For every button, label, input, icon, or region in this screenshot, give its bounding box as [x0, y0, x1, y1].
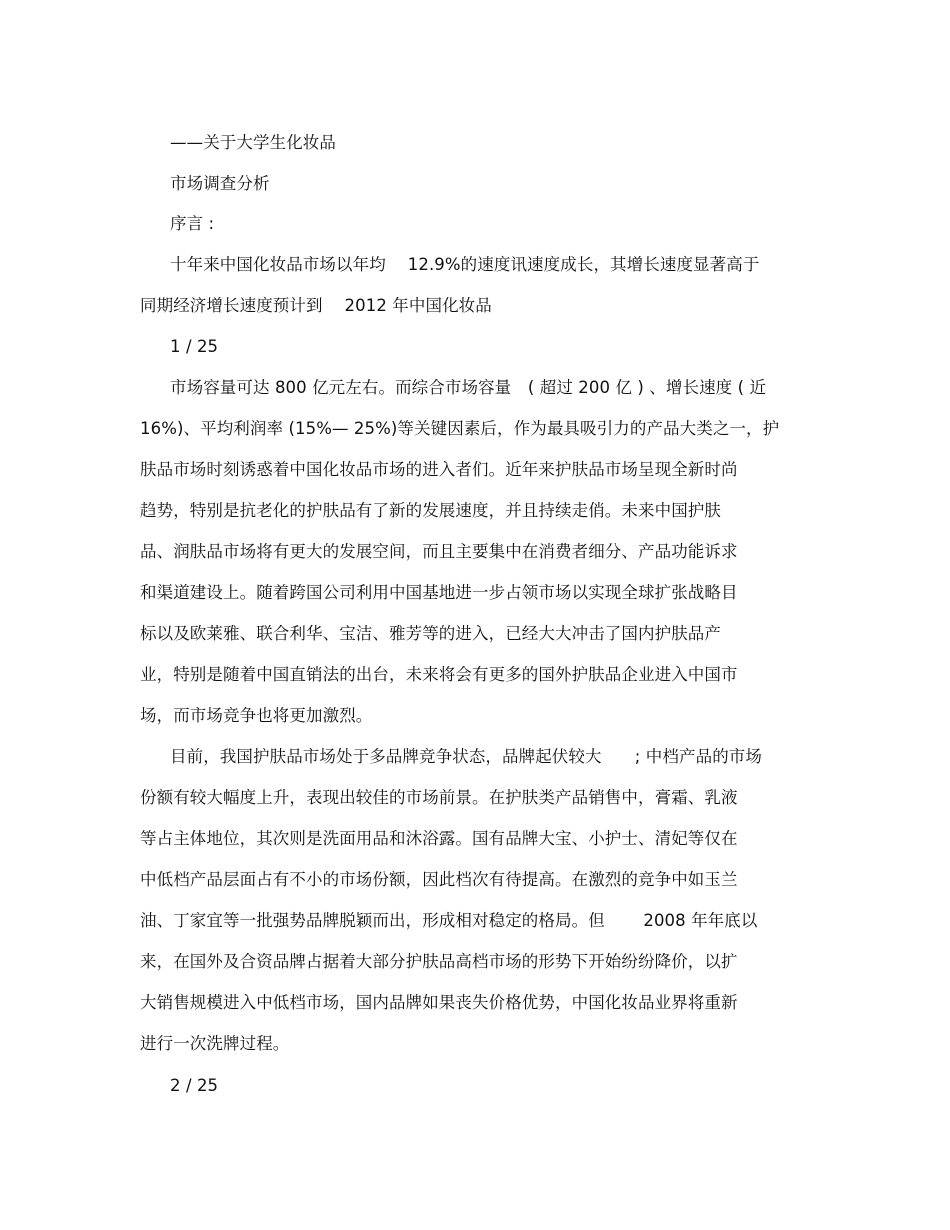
para3-line: 等占主体地位，其次则是洗面用品和沐浴露。国有品牌大宝、小护士、清妃等仅在 [140, 829, 738, 848]
para2-line: 品、润肤品市场将有更大的发展空间，而且主要集中在消费者细分、产品功能诉求 [140, 542, 738, 561]
para3-line: 油、丁家宜等一批强势品牌脱颖而出，形成相对稳定的格局。但 2008 年年底以 [140, 911, 758, 930]
para2-line: 肤品市场时刻诱惑着中国化妆品市场的进入者们。近年来护肤品市场呈现全新时尚 [140, 460, 738, 479]
title-line-2: 市场调查分析 [170, 174, 270, 193]
para3-line: 份额有较大幅度上升，表现出较佳的市场前景。在护肤类产品销售中，膏霜、乳液 [140, 788, 738, 807]
para2-line: 16%)、平均利润率 (15%— 25%)等关键因素后，作为最具吸引力的产品大类之一，护 [140, 419, 780, 438]
para3-line: 来，在国外及合资品牌占据着大部分护肤品高档市场的形势下开始纷纷降价，以扩 [140, 952, 738, 971]
page-marker: 2 / 25 [170, 1076, 219, 1095]
para2-line: 市场容量可达 800 亿元左右。而综合市场容量 ( 超过 200 亿 ) 、增长速度 ( 近 [170, 378, 767, 397]
para3-line: 大销售规模进入中低档市场，国内品牌如果丧失价格优势，中国化妆品业界将重新 [140, 993, 738, 1012]
preface-label: 序言 : [170, 214, 215, 233]
para3-line: 目前，我国护肤品市场处于多品牌竞争状态，品牌起伏较大 ; 中档产品的市场 [170, 747, 763, 766]
page-marker: 1 / 25 [170, 337, 219, 356]
para2-line: 场，而市场竞争也将更加激烈。 [140, 706, 373, 725]
para2-line: 业，特别是随着中国直销法的出台，未来将会有更多的国外护肤品企业进入中国市 [140, 665, 738, 684]
para1-line: 同期经济增长速度预计到 2012 年中国化妆品 [140, 296, 492, 315]
para2-line: 和渠道建设上。随着跨国公司利用中国基地进一步占领市场以实现全球扩张战略目 [140, 583, 738, 602]
para2-line: 标以及欧莱雅、联合利华、宝洁、雅芳等的进入，已经大大冲击了国内护肤品产 [140, 624, 721, 643]
para3-line: 进行一次洗牌过程。 [140, 1034, 290, 1053]
para1-line: 十年来中国化妆品市场以年均 12.9%的速度讯速度成长，其增长速度显著高于 [170, 255, 760, 274]
title-line-1: ——关于大学生化妆品 [170, 133, 336, 152]
para2-line: 趋势，特别是抗老化的护肤品有了新的发展速度，并且持续走俏。未来中国护肤 [140, 501, 721, 520]
para3-line: 中低档产品层面占有不小的市场份额，因此档次有待提高。在激烈的竞争中如玉兰 [140, 870, 738, 889]
